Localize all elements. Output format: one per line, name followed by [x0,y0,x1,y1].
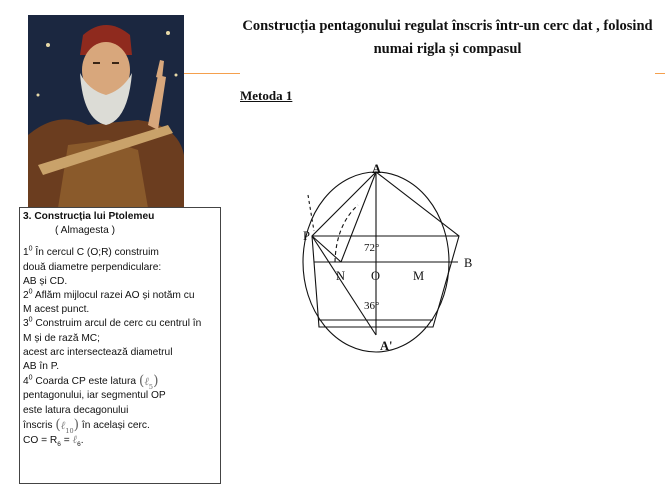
step-2-line-2: M acest punct. [23,304,90,316]
step-1: $1^0$ În cercul C (O;R) construim [23,246,159,259]
step-4-line-5: CO = $R_6$ = ℓ$_6$. [23,433,84,449]
ell-10-symbol: (ℓ$_{10}$) [55,416,80,435]
doc-title-line-1: Construcția pentagonului regulat înscris într-un cerc dat , folosind [242,18,653,34]
step-1-line-2: două diametre perpendiculare: [23,261,162,273]
step-4: $4^0$ Coarda CP este latura (ℓ$_5$) [23,373,159,392]
method-heading: Metoda 1 [240,88,293,103]
ell-5-symbol: (ℓ$_5$) [138,373,159,392]
label-P: P [303,229,310,243]
step-3-line-2: M și de rază MC; [23,332,100,344]
doc-title-line-2: numai rigla și compasul [373,41,522,57]
pentagon-document [240,5,655,367]
step-2: $2^0$ Aflăm mijlocul razei AO și notăm cu [23,288,195,302]
ptolemy-construction-panel [19,207,221,484]
panel-subtitle: ( Almagesta ) [55,225,116,237]
ptolemy-portrait [28,15,184,208]
bottom-bar [0,492,665,499]
panel-title: 3. Construcția lui Ptolemeu [23,211,155,222]
ell-6-symbol: ℓ [72,433,78,447]
step-4-line-2: pentagonului, iar segmentul OP [23,390,166,402]
step-4-line-4: înscris (ℓ$_{10}$) în același cerc. [23,416,150,435]
label-B: B [464,256,473,270]
label-M: M [413,269,425,283]
pentagon [312,172,459,327]
step-3-line-3: acest arc intersectează diametrul [23,346,173,358]
label-O: O [371,269,381,283]
step-1-line-3: AB și CD. [23,275,68,287]
pentagon-diagram [240,5,655,367]
label-A: A [372,162,382,176]
label-A-prime: A' [380,339,393,353]
label-angle-72: 72° [364,242,380,254]
label-angle-36: 36° [364,300,380,312]
step-3: $3^0$ Construim arcul de cerc cu centrul în [23,317,202,330]
step-3-line-4: AB în P. [23,361,60,373]
label-N: N [336,269,346,283]
step-4-line-3: este latura decagonului [23,404,129,416]
arc-dashed-2 [335,205,358,262]
